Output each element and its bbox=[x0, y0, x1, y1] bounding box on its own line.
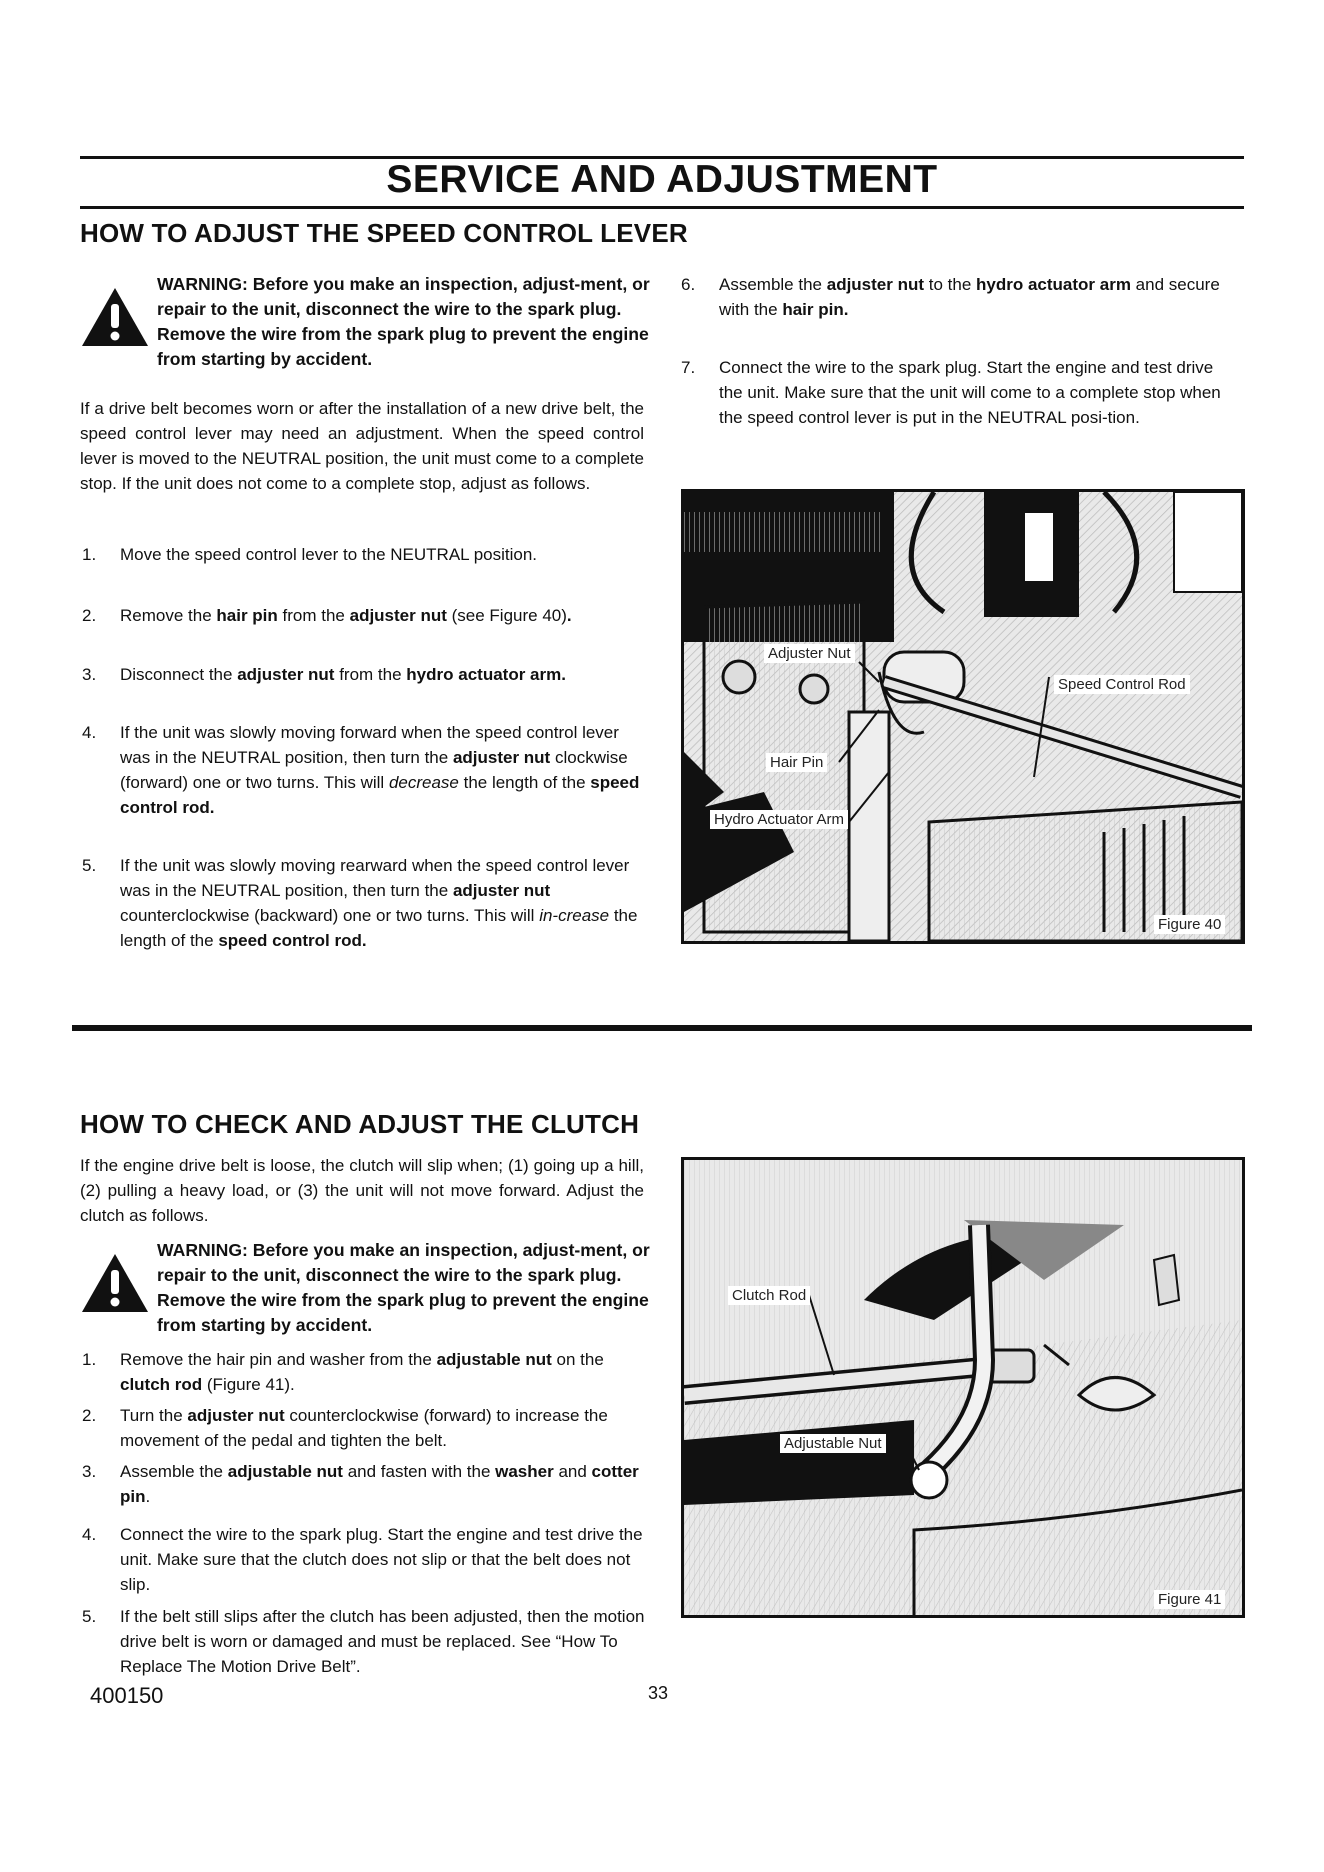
emphasis-bold: speed control rod. bbox=[218, 931, 367, 950]
step-number: 1. bbox=[82, 545, 97, 564]
emphasis-bold: hair pin bbox=[216, 606, 278, 625]
warning-triangle-icon bbox=[80, 286, 150, 348]
warning-text: WARNING: Before you make an inspection, adjust-ment, or repair to the unit, disconnect the wire to the spark plug. Remove the wire from the spark plug to prevent the engine from starting by accident. bbox=[157, 274, 650, 369]
figure-41-caption: Figure 41 bbox=[1154, 1590, 1225, 1609]
step-text bbox=[120, 542, 646, 567]
text-run: Remove the bbox=[120, 606, 217, 625]
step-number: 5. bbox=[82, 856, 97, 875]
intro-paragraph-speed-control: If a drive belt becomes worn or after the installation of a new drive belt, the speed control lever may need an adjustment. When the speed control lever is moved to the NEUTRAL position, the unit must come to a complete stop. If the unit does not come to a complete stop, adjust as follows. bbox=[80, 399, 644, 493]
text-run: If the belt still slips after the clutch has been adjusted, then the motion drive belt is worn or damaged and must be replaced. See “How To Replace The Motion Drive Belt”. bbox=[120, 1607, 645, 1676]
figure-40-illustration bbox=[681, 489, 1245, 944]
step-number: 7. bbox=[681, 358, 696, 377]
section-title-speed-control: HOW TO ADJUST THE SPEED CONTROL LEVER bbox=[80, 218, 688, 248]
step-number: 2. bbox=[82, 606, 97, 625]
step-text bbox=[120, 853, 646, 953]
text-run: clockwise (forward) one or two turns. This will bbox=[120, 748, 628, 792]
callout-adjuster-nut: Adjuster Nut bbox=[764, 644, 855, 663]
emphasis-bold: adjustable nut bbox=[227, 1462, 343, 1481]
step-number: 5. bbox=[82, 1607, 97, 1626]
section-divider bbox=[72, 1025, 1252, 1031]
figure-40-drawing bbox=[684, 492, 1242, 941]
section-title-clutch: HOW TO CHECK AND ADJUST THE CLUTCH bbox=[80, 1109, 640, 1139]
step-number: 1. bbox=[82, 1350, 97, 1369]
text-run: (see Figure 40) bbox=[446, 606, 567, 625]
text-run: Connect the wire to the spark plug. Start the engine and test drive the unit. Make sure that the unit will come to a complete stop when the speed control lever is put in the NEUTRAL posi-tion. bbox=[719, 358, 1221, 427]
emphasis-italic: in-crease bbox=[539, 906, 610, 925]
text-run: Turn the bbox=[120, 1406, 188, 1425]
emphasis-bold: adjuster nut bbox=[237, 665, 335, 684]
step-number: 3. bbox=[82, 1462, 97, 1481]
text-run: (Figure 41). bbox=[202, 1375, 295, 1394]
step-number: 2. bbox=[82, 1406, 97, 1425]
step-number: 4. bbox=[82, 1525, 97, 1544]
text-run: . bbox=[145, 1487, 151, 1506]
emphasis-bold: hair pin. bbox=[782, 300, 849, 319]
emphasis-bold: speed control rod. bbox=[120, 773, 640, 817]
emphasis-bold: hydro actuator arm. bbox=[406, 665, 566, 684]
warning-triangle-icon bbox=[80, 1252, 150, 1314]
figure-41-illustration bbox=[681, 1157, 1245, 1618]
text-run: Remove the hair pin and washer from the bbox=[120, 1350, 437, 1369]
callout-adjustable-nut: Adjustable Nut bbox=[780, 1434, 886, 1453]
step-text bbox=[120, 603, 646, 628]
text-run: If the unit was slowly moving rearward when the speed control lever was in the NEUTRAL position, then turn the bbox=[120, 856, 630, 900]
emphasis-bold: cotter pin bbox=[120, 1462, 639, 1506]
emphasis-bold: washer bbox=[495, 1462, 554, 1481]
warning-text: WARNING: Before you make an inspection, adjust-ment, or repair to the unit, disconnect the wire to the spark plug. Remove the wire from the spark plug to prevent the engine from starting by accident. bbox=[157, 1240, 650, 1335]
step-text bbox=[120, 1403, 646, 1453]
text-run: from the bbox=[334, 665, 407, 684]
emphasis-bold: adjuster nut bbox=[452, 748, 551, 767]
emphasis-bold: adjuster nut bbox=[452, 881, 551, 900]
step-number: 6. bbox=[681, 275, 696, 294]
text-run: counterclockwise (forward) to increase the movement of the pedal and tighten the belt. bbox=[120, 1406, 608, 1450]
step-text bbox=[120, 1522, 646, 1597]
emphasis-bold: adjuster nut bbox=[826, 275, 925, 294]
step-text bbox=[120, 1604, 646, 1679]
intro-paragraph-clutch: If the engine drive belt is loose, the clutch will slip when; (1) going up a hill, (2) pulling a heavy load, or (3) the unit will not move forward. Adjust the clutch as follows. bbox=[80, 1156, 644, 1225]
figure-41-drawing bbox=[684, 1160, 1242, 1615]
page-number: 33 bbox=[648, 1683, 669, 1703]
step-text bbox=[719, 272, 1241, 322]
step-number: 3. bbox=[82, 665, 97, 684]
emphasis-bold: adjustable nut bbox=[436, 1350, 552, 1369]
page-title: SERVICE AND ADJUSTMENT bbox=[386, 158, 938, 201]
callout-hair-pin: Hair Pin bbox=[766, 753, 827, 772]
callout-clutch-rod: Clutch Rod bbox=[728, 1286, 810, 1305]
text-run: the length of the bbox=[120, 906, 638, 950]
text-run: and fasten with the bbox=[342, 1462, 496, 1481]
text-run: from the bbox=[277, 606, 350, 625]
text-run: the length of the bbox=[458, 773, 591, 792]
warning-box-speed-control bbox=[80, 272, 660, 382]
text-run: and bbox=[553, 1462, 592, 1481]
document-code: 400150 bbox=[90, 1683, 164, 1708]
step-text bbox=[120, 662, 646, 687]
text-run: Move the speed control lever to the NEUTRAL position. bbox=[120, 545, 538, 564]
emphasis-bold: . bbox=[566, 606, 572, 625]
text-run: on the bbox=[551, 1350, 604, 1369]
text-run: counterclockwise (backward) one or two turns. This will bbox=[120, 906, 540, 925]
text-run: Connect the wire to the spark plug. Start the engine and test drive the unit. Make sure that the clutch does not slip or that the belt does not slip. bbox=[120, 1525, 643, 1594]
emphasis-bold: adjuster nut bbox=[349, 606, 447, 625]
text-run: Assemble the bbox=[719, 275, 827, 294]
emphasis-bold: hydro actuator arm bbox=[976, 275, 1131, 294]
step-number: 4. bbox=[82, 723, 97, 742]
step-text bbox=[120, 1347, 646, 1397]
emphasis-bold: clutch rod bbox=[120, 1375, 203, 1394]
warning-box-clutch bbox=[80, 1238, 660, 1348]
step-text bbox=[120, 1459, 646, 1509]
figure-40-caption: Figure 40 bbox=[1154, 915, 1225, 934]
callout-hydro-actuator-arm: Hydro Actuator Arm bbox=[710, 810, 848, 829]
text-run: Assemble the bbox=[120, 1462, 228, 1481]
emphasis-italic: decrease bbox=[388, 773, 459, 792]
text-run: If the unit was slowly moving forward when the speed control lever was in the NEUTRAL position, then turn the bbox=[120, 723, 619, 767]
text-run: to the bbox=[924, 275, 977, 294]
header-rule-bottom bbox=[80, 206, 1244, 209]
emphasis-bold: adjuster nut bbox=[187, 1406, 285, 1425]
text-run: and secure with the bbox=[719, 275, 1220, 319]
text-run: Disconnect the bbox=[120, 665, 238, 684]
step-text bbox=[719, 355, 1241, 430]
callout-speed-control-rod: Speed Control Rod bbox=[1054, 675, 1190, 694]
step-text bbox=[120, 720, 646, 820]
